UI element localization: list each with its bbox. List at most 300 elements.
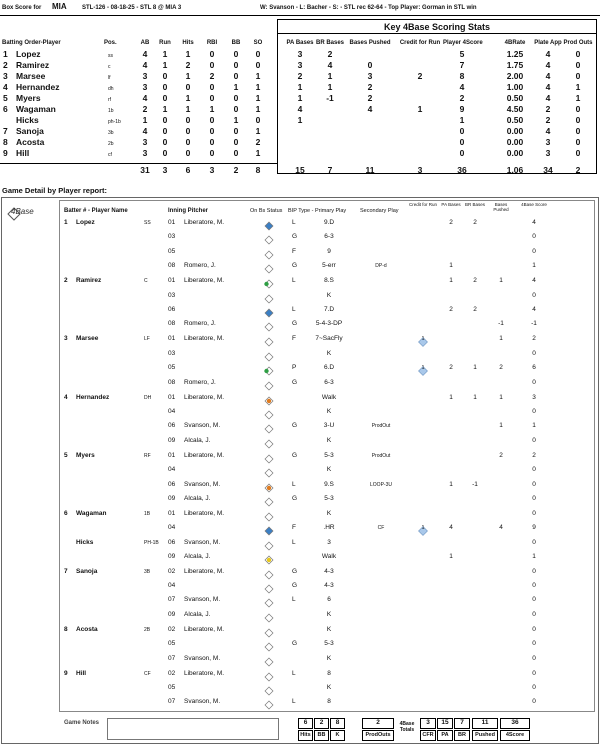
detail-batter-name: Acosta — [76, 625, 98, 633]
play-bip-type: L — [292, 596, 296, 604]
detail-batter-number: 9 — [64, 669, 68, 677]
play-score: 0 — [532, 538, 536, 546]
play-primary: .HR — [323, 524, 335, 532]
play-score: 0 — [532, 669, 536, 677]
play-inning: 08 — [168, 262, 176, 270]
row-bp: 2 — [367, 93, 373, 103]
row-prod: 0 — [575, 60, 581, 70]
row-position: cf — [108, 152, 112, 158]
row-run: 0 — [162, 93, 168, 103]
row-player-name: Marsee — [16, 71, 46, 81]
row-bb: 0 — [233, 104, 239, 114]
detail-header-inning: Inning Pitcher — [168, 208, 209, 214]
detail-batter-number: 3 — [64, 335, 68, 343]
row-so: 1 — [255, 71, 261, 81]
total-bp: 11 — [365, 165, 375, 175]
play-score: 1 — [532, 553, 536, 561]
row-order-number: 6 — [3, 104, 8, 114]
row-papp: 4 — [545, 71, 551, 81]
bases-diamond-icon — [264, 451, 274, 461]
detail-header-pa: PA Bases — [441, 202, 461, 207]
detail-batter-number: 8 — [64, 625, 68, 633]
play-pitcher: Liberatore, M. — [184, 277, 225, 285]
play-inning: 09 — [168, 610, 176, 618]
col-header-bb: BB — [231, 40, 241, 46]
play-secondary: CF — [377, 525, 385, 532]
play-br: 1 — [473, 364, 477, 372]
row-rbi: 2 — [209, 71, 215, 81]
row-prod: 0 — [575, 49, 581, 59]
row-run: 0 — [162, 71, 168, 81]
bases-diamond-icon — [264, 595, 274, 605]
play-secondary: LOOP-3U — [370, 481, 392, 488]
col-header-run: Run — [159, 40, 171, 46]
play-pushed: 1 — [499, 393, 503, 401]
row-bb: 1 — [233, 115, 239, 125]
detail-header-onbs: On Bs Status — [250, 208, 283, 214]
play-primary: 6-3 — [324, 378, 334, 386]
play-inning: 02 — [168, 567, 176, 575]
play-cfr: 1 — [421, 336, 425, 343]
play-bip-type: L — [292, 538, 296, 546]
row-so: 0 — [255, 49, 261, 59]
row-bb: 0 — [233, 126, 239, 136]
col-header-order: Batting Order-Player — [2, 40, 61, 46]
play-pushed: 2 — [499, 364, 503, 372]
col-header-br: BR Bases — [315, 40, 344, 46]
detail-batter-name: Lopez — [76, 219, 95, 226]
row-ab: 4 — [142, 93, 148, 103]
play-primary: K — [326, 291, 332, 299]
row-order-number: 9 — [3, 148, 8, 158]
row-bb: 1 — [233, 82, 239, 92]
play-primary: 7~SacFly — [315, 335, 343, 343]
play-score: 0 — [532, 436, 536, 444]
footer-hits-value: 6 — [303, 719, 308, 726]
play-pa: 1 — [449, 553, 453, 561]
col-header-rate: 4BRate — [504, 40, 526, 46]
total-pa: 15 — [295, 165, 305, 175]
play-score: 0 — [532, 247, 536, 255]
play-primary: 6 — [327, 596, 331, 604]
play-primary: 3-U — [323, 422, 335, 430]
game-notes-box — [107, 718, 279, 740]
row-prod: 0 — [575, 115, 581, 125]
play-inning: 09 — [168, 495, 176, 502]
detail-batter-pos: LF — [144, 336, 150, 343]
row-rbi: 0 — [209, 93, 215, 103]
play-score: 0 — [532, 610, 536, 618]
row-position: ss — [108, 53, 113, 59]
row-ab: 4 — [142, 60, 148, 70]
footer-bb-label: BB — [317, 732, 326, 738]
detail-batter-number: 5 — [64, 451, 68, 459]
bases-diamond-icon — [264, 232, 274, 242]
play-primary: 8 — [327, 669, 331, 677]
row-rate: 0.00 — [506, 148, 524, 158]
footer-prodouts-label: ProdOuts — [365, 732, 391, 738]
row-papp: 4 — [545, 60, 551, 70]
play-inning: 05 — [168, 247, 176, 255]
row-cfr: 1 — [417, 104, 423, 114]
footer-score-label: 4Score — [505, 732, 525, 738]
bases-diamond-icon — [264, 378, 274, 388]
play-inning: 08 — [168, 378, 176, 386]
row-hits: 1 — [185, 93, 191, 103]
detail-batter-pos: RF — [144, 452, 151, 459]
row-rbi: 0 — [209, 126, 215, 136]
row-run: 0 — [162, 148, 168, 158]
row-pa: 1 — [297, 115, 303, 125]
row-position: 1b — [108, 108, 114, 114]
bases-diamond-icon — [264, 697, 274, 707]
footer-pushed-label: Pushed — [475, 732, 495, 738]
play-inning: 01 — [168, 510, 176, 517]
row-bb: 0 — [233, 49, 239, 59]
row-papp: 4 — [545, 93, 551, 103]
play-score: 9 — [532, 524, 536, 532]
play-primary: 5-err — [322, 262, 336, 270]
detail-header-pushed: Bases Pushed — [493, 202, 509, 212]
col-header-cfr: Credit for Run — [399, 40, 441, 46]
row-order-number: 4 — [3, 82, 8, 92]
row-run: 1 — [162, 104, 168, 114]
play-pitcher: Liberatore, M. — [184, 335, 225, 343]
play-br: 2 — [473, 306, 477, 313]
detail-header-batter: Batter # - Player Name — [64, 208, 128, 214]
bases-diamond-icon — [264, 319, 274, 329]
play-bip-type: G — [292, 320, 298, 328]
totals-rule — [0, 163, 277, 164]
play-pa: 1 — [449, 262, 453, 270]
play-pushed: 1 — [499, 335, 503, 343]
play-pitcher: Alcala, J. — [184, 610, 211, 618]
row-pa: 3 — [297, 49, 303, 59]
play-score: 0 — [532, 684, 536, 691]
row-rate: 1.00 — [506, 82, 524, 92]
bases-diamond-icon — [264, 480, 274, 490]
footer-cfr-label: CFR — [422, 732, 434, 738]
play-bip-type: P — [292, 364, 297, 372]
row-prod: 1 — [575, 93, 581, 103]
play-score: 0 — [532, 349, 536, 357]
play-inning: 01 — [168, 219, 176, 226]
play-primary: 9 — [327, 247, 331, 255]
play-score: 0 — [532, 510, 536, 517]
row-player-name: Acosta — [16, 137, 45, 147]
row-pa: 1 — [297, 93, 303, 103]
row-rate: 4.50 — [506, 104, 524, 114]
play-score: 4 — [532, 306, 536, 313]
play-primary: K — [326, 610, 332, 618]
play-inning: 06 — [168, 480, 176, 488]
row-hits: 0 — [185, 126, 191, 136]
row-rate: 0.00 — [506, 137, 524, 147]
bases-diamond-icon — [264, 305, 274, 315]
total-rbi: 3 — [209, 165, 215, 175]
row-run: 1 — [162, 60, 168, 70]
total-prod: 2 — [575, 165, 581, 175]
row-bb: 0 — [233, 148, 239, 158]
row-p4: 5 — [459, 49, 465, 59]
play-score: -1 — [531, 320, 537, 328]
detail-batter-name: Hernandez — [76, 393, 110, 401]
play-br: 1 — [473, 393, 477, 401]
bases-diamond-icon — [264, 334, 274, 344]
row-run: 1 — [162, 49, 168, 59]
row-rbi: 0 — [209, 82, 215, 92]
row-papp: 3 — [545, 137, 551, 147]
row-run: 0 — [162, 137, 168, 147]
play-pa: 4 — [449, 524, 453, 532]
play-primary: 9.S — [324, 480, 334, 488]
detail-batter-number: 2 — [64, 277, 68, 285]
bases-diamond-icon — [264, 421, 274, 431]
play-primary: 6-3 — [324, 233, 334, 241]
play-inning: 01 — [168, 393, 176, 401]
play-pa: 1 — [449, 393, 453, 401]
play-score: 0 — [532, 495, 536, 502]
bases-diamond-icon — [264, 567, 274, 577]
play-bip-type: G — [292, 640, 298, 648]
col-header-hits: Hits — [182, 40, 194, 46]
play-primary: 4-3 — [324, 567, 334, 575]
col-header-bp: Bases Pushed — [349, 40, 391, 46]
row-ab: 3 — [142, 148, 148, 158]
row-pa: 1 — [297, 82, 303, 92]
row-so: 1 — [255, 104, 261, 114]
row-player-name: Hill — [16, 148, 30, 158]
detail-batter-pos: DH — [144, 394, 152, 401]
footer-br-label: BR — [458, 732, 466, 738]
bases-diamond-icon — [264, 509, 274, 519]
row-player-name: Ramirez — [16, 60, 50, 70]
play-score: 1 — [532, 262, 536, 270]
game-notes-label: Game Notes — [64, 720, 100, 726]
bases-diamond-icon — [264, 465, 274, 475]
detail-batter-name: Hicks — [76, 538, 94, 546]
bases-diamond-icon — [264, 581, 274, 591]
footer-totals-label: 4Base Totals — [399, 721, 415, 733]
row-bp: 0 — [367, 60, 373, 70]
detail-batter-pos: PH-1B — [144, 539, 159, 546]
row-order-number: 8 — [3, 137, 8, 147]
bases-diamond-icon — [264, 625, 274, 635]
footer-score-value: 36 — [511, 719, 519, 726]
play-inning: 01 — [168, 277, 176, 285]
row-bp: 2 — [367, 82, 373, 92]
play-pa: 2 — [449, 306, 453, 313]
footer-pa-value: 15 — [441, 719, 449, 726]
play-inning: 03 — [168, 291, 176, 299]
play-bip-type: L — [292, 306, 296, 313]
detail-batter-pos: CF — [144, 670, 151, 677]
play-pa: 1 — [449, 480, 453, 488]
row-rbi: 1 — [209, 104, 215, 114]
play-bip-type: L — [292, 480, 296, 488]
detail-batter-number: 1 — [64, 219, 68, 226]
play-score: 0 — [532, 596, 536, 604]
row-hits: 0 — [185, 148, 191, 158]
row-papp: 2 — [545, 104, 551, 114]
row-br: 2 — [327, 49, 333, 59]
row-position: 3b — [108, 130, 114, 136]
play-secondary: DP-d — [375, 263, 387, 270]
detail-batter-name: Sanoja — [76, 567, 98, 575]
footer-bb-value: 2 — [319, 719, 324, 726]
play-primary: K — [326, 625, 332, 633]
row-prod: 0 — [575, 148, 581, 158]
row-rbi: 0 — [209, 137, 215, 147]
play-primary: 8.S — [324, 277, 334, 285]
play-inning: 03 — [168, 233, 176, 241]
bases-diamond-icon — [264, 247, 274, 257]
row-p4: 7 — [459, 60, 465, 70]
footer-pa-label: PA — [441, 732, 449, 738]
row-hits: 0 — [185, 115, 191, 125]
play-inning: 05 — [168, 364, 176, 372]
play-inning: 01 — [168, 335, 176, 343]
play-bip-type: G — [292, 582, 298, 589]
play-br: 2 — [473, 277, 477, 285]
4base-logo — [4, 204, 42, 224]
play-bip-type: L — [292, 219, 296, 226]
play-score: 0 — [532, 408, 536, 415]
play-pitcher: Svanson, M. — [184, 422, 221, 430]
play-pitcher: Liberatore, M. — [184, 510, 225, 517]
row-run: 0 — [162, 126, 168, 136]
play-cfr: 1 — [421, 525, 425, 532]
team-name: MIA — [52, 2, 67, 11]
detail-batter-name: Wagaman — [76, 510, 107, 517]
play-inning: 06 — [168, 422, 176, 430]
logo-text: 4Base — [11, 207, 34, 216]
row-br: 1 — [327, 82, 333, 92]
row-cfr: 2 — [417, 71, 423, 81]
total-br: 7 — [327, 165, 333, 175]
play-primary: K — [326, 510, 332, 517]
detail-batter-name: Hill — [76, 669, 87, 677]
row-run: 0 — [162, 82, 168, 92]
row-position: lf — [108, 75, 111, 81]
play-pushed: 1 — [499, 277, 503, 285]
row-br: 1 — [327, 71, 333, 81]
bases-diamond-icon — [264, 669, 274, 679]
row-player-name: Myers — [16, 93, 41, 103]
play-bip-type: L — [292, 669, 296, 677]
row-hits: 1 — [185, 104, 191, 114]
row-papp: 2 — [545, 115, 551, 125]
bases-diamond-icon — [264, 538, 274, 548]
play-pitcher: Liberatore, M. — [184, 567, 225, 575]
play-score: 0 — [532, 378, 536, 386]
play-pitcher: Alcala, J. — [184, 495, 211, 502]
row-rbi: 0 — [209, 49, 215, 59]
col-header-pos: Pos. — [104, 40, 117, 46]
row-run: 0 — [162, 115, 168, 125]
detail-header-br: BR Bases — [464, 202, 485, 207]
row-ab: 3 — [142, 71, 148, 81]
play-bip-type: G — [292, 451, 298, 459]
row-prod: 0 — [575, 137, 581, 147]
row-position: ph-1b — [108, 119, 121, 125]
row-p4: 8 — [459, 71, 465, 81]
row-bp: 3 — [367, 71, 373, 81]
play-inning: 02 — [168, 625, 176, 633]
row-so: 0 — [255, 115, 261, 125]
play-score: 0 — [532, 480, 536, 488]
row-rbi: 0 — [209, 148, 215, 158]
play-pa: 2 — [449, 364, 453, 372]
play-pitcher: Svanson, M. — [184, 538, 221, 546]
play-pitcher: Liberatore, M. — [184, 219, 225, 226]
play-score: 0 — [532, 654, 536, 662]
row-rate: 2.00 — [506, 71, 524, 81]
total-bb: 2 — [233, 165, 239, 175]
row-ab: 3 — [142, 137, 148, 147]
play-primary: K — [326, 466, 332, 474]
play-bip-type: F — [292, 524, 296, 532]
col-header-ab: AB — [140, 40, 150, 46]
play-primary: 5-3 — [324, 451, 334, 459]
col-header-p4: Player 4Score — [443, 40, 483, 46]
play-bip-type: L — [292, 277, 296, 285]
row-pa: 2 — [297, 71, 303, 81]
row-hits: 1 — [185, 71, 191, 81]
row-papp: 4 — [545, 49, 551, 59]
play-pitcher: Svanson, M. — [184, 480, 221, 488]
row-p4: 4 — [459, 82, 465, 92]
row-prod: 1 — [575, 82, 581, 92]
row-ab: 2 — [142, 104, 148, 114]
row-player-name: Lopez — [16, 49, 41, 59]
row-ab: 4 — [142, 49, 148, 59]
row-prod: 0 — [575, 71, 581, 81]
play-score: 4 — [532, 277, 536, 285]
footer-pushed-value: 11 — [481, 719, 489, 726]
play-inning: 04 — [168, 466, 176, 474]
play-bip-type: G — [292, 378, 298, 386]
footer-prodouts-value: 2 — [376, 719, 380, 726]
play-score: 0 — [532, 233, 536, 241]
play-pitcher: Liberatore, M. — [184, 669, 225, 677]
play-bip-type: L — [292, 698, 296, 706]
play-primary: Walk — [321, 393, 337, 401]
col-header-prod: Prod Outs — [563, 40, 593, 46]
bases-diamond-icon — [264, 610, 274, 620]
box-score-label: Box Score for — [2, 5, 42, 11]
play-inning: 09 — [168, 436, 176, 444]
row-rbi: 0 — [209, 60, 215, 70]
play-pitcher: Svanson, M. — [184, 596, 221, 604]
row-prod: 0 — [575, 104, 581, 114]
play-inning: 04 — [168, 408, 176, 415]
play-pitcher: Liberatore, M. — [184, 393, 225, 401]
bases-diamond-icon — [264, 393, 274, 403]
row-player-name: Hicks — [16, 115, 39, 125]
row-so: 1 — [255, 148, 261, 158]
play-inning: 04 — [168, 524, 176, 532]
play-pitcher: Romero, J. — [184, 320, 216, 328]
detail-section-title: Game Detail by Player report: — [2, 186, 108, 195]
play-pitcher: Romero, J. — [184, 262, 216, 270]
footer-br-value: 7 — [460, 719, 464, 726]
row-position: rf — [108, 97, 112, 103]
play-pa: 1 — [449, 277, 453, 285]
bases-diamond-icon — [264, 291, 274, 301]
play-primary: 5-3 — [324, 495, 334, 502]
play-secondary: ProdOut — [371, 423, 391, 430]
